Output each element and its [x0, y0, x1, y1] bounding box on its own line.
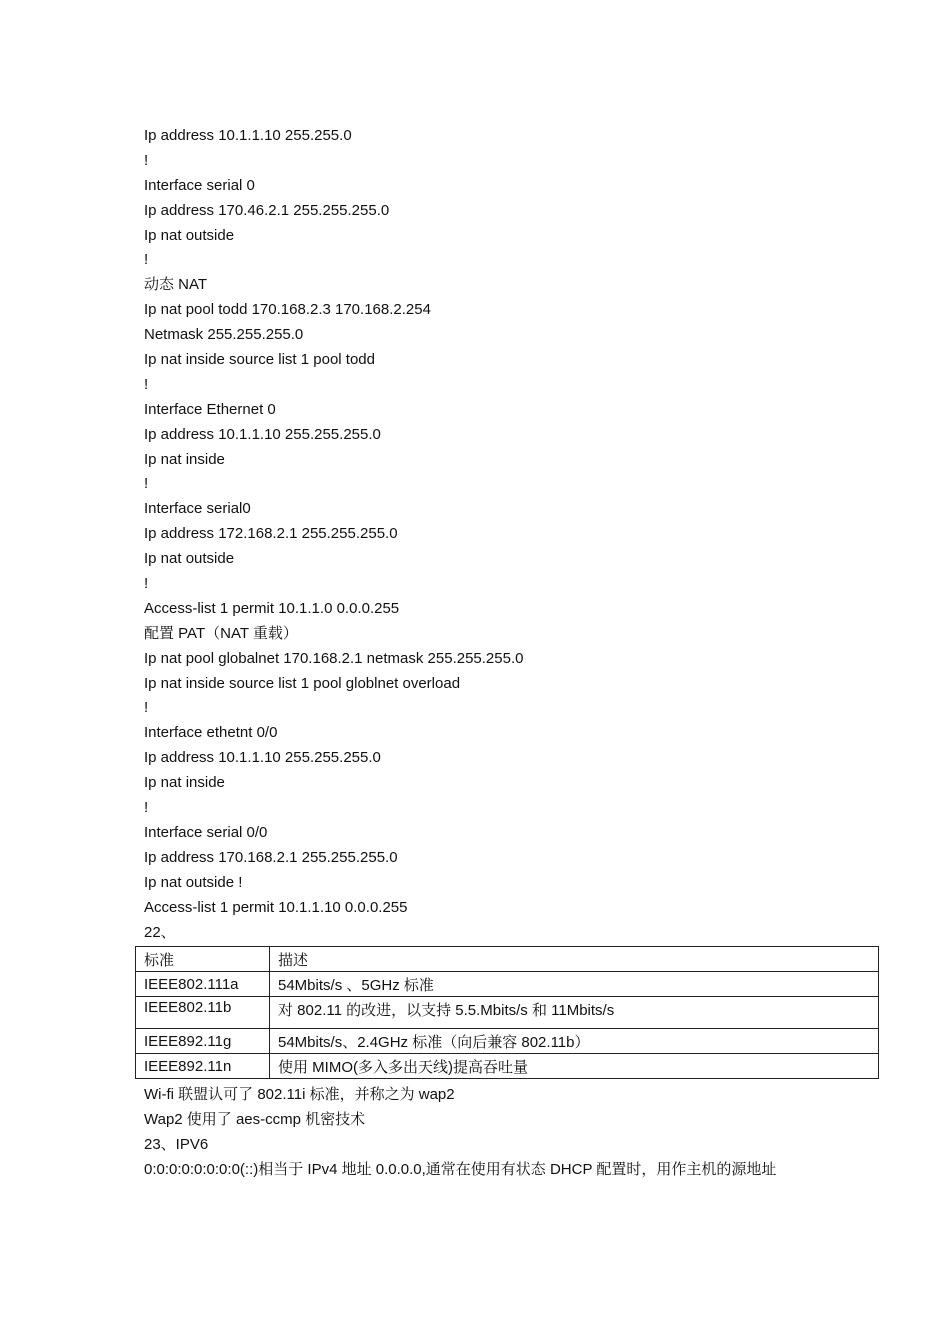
- table-row: [136, 997, 879, 1029]
- table-cell: 54Mbits/s 、5GHz 标准: [270, 972, 879, 997]
- text-line: Ip address 10.1.1.10 255.255.255.0: [144, 425, 381, 443]
- table-cell: 使用 MIMO(多入多出天线)提高吞吐量: [270, 1054, 879, 1079]
- text-line: Interface ethetnt 0/0: [144, 724, 278, 742]
- text-line: !: [144, 799, 149, 817]
- post-table-text-block: [144, 1083, 814, 1183]
- text-line: !: [144, 251, 149, 269]
- text-line: !: [144, 699, 149, 717]
- config-text-block: [144, 124, 844, 945]
- section-number-22: 22、: [144, 923, 176, 941]
- text-line: Wi-fi 联盟认可了 802.11i 标准，并称之为 wap2: [144, 1086, 455, 1103]
- table-cell: IEEE802.111a: [136, 972, 270, 997]
- table-cell: 54Mbits/s、2.4GHz 标准（向后兼容 802.11b）: [270, 1029, 879, 1054]
- text-line: !: [144, 475, 149, 493]
- text-line: Ip nat outside: [144, 226, 235, 244]
- text-line: !: [144, 575, 149, 593]
- text-line: Interface Ethernet 0: [144, 400, 276, 418]
- text-line: Ip nat pool globalnet 170.168.2.1 netmask 255.255.255.0: [144, 649, 524, 667]
- table-cell: IEEE892.11g: [136, 1029, 270, 1054]
- table-row: [136, 1029, 879, 1054]
- text-line: Interface serial 0: [144, 176, 255, 194]
- section-heading-ipv6: 23、IPV6: [144, 1135, 209, 1153]
- table-cell: 对 802.11 的改进，以支持 5.5.Mbits/s 和 11Mbits/s: [270, 997, 879, 1029]
- table-row: [136, 972, 879, 997]
- text-line: Ip nat inside source list 1 pool todd: [144, 351, 375, 369]
- text-line: Interface serial 0/0: [144, 823, 268, 841]
- text-line: Ip nat pool todd 170.168.2.3 170.168.2.254: [144, 301, 431, 319]
- text-line: Ip nat inside source list 1 pool globlnet overload: [144, 674, 461, 692]
- text-line: Ip address 170.46.2.1 255.255.255.0: [144, 201, 390, 219]
- text-line: Access-list 1 permit 10.1.1.10 0.0.0.255: [144, 898, 408, 916]
- text-line: Ip address 172.168.2.1 255.255.255.0: [144, 525, 398, 543]
- text-line: Ip address 170.168.2.1 255.255.255.0: [144, 848, 398, 866]
- text-line: Wap2 使用了 aes-ccmp 机密技术: [144, 1110, 366, 1128]
- table-header-row: [136, 947, 879, 972]
- text-line: !: [144, 151, 149, 169]
- text-line: Ip nat inside: [144, 774, 225, 792]
- text-line: Ip address 10.1.1.10 255.255.0: [144, 127, 352, 144]
- table-header-cell: 描述: [270, 947, 879, 972]
- section-heading-dynamic-nat: 动态 NAT: [144, 276, 208, 294]
- text-line: Interface serial0: [144, 500, 251, 518]
- table-cell: IEEE802.11b: [136, 997, 270, 1029]
- text-line: Ip nat inside: [144, 450, 225, 468]
- text-line: Ip nat outside !: [144, 873, 243, 891]
- text-line: Netmask 255.255.255.0: [144, 326, 304, 344]
- text-line: Ip address 10.1.1.10 255.255.255.0: [144, 749, 381, 767]
- table-row: [136, 1054, 879, 1079]
- text-line: Access-list 1 permit 10.1.1.0 0.0.0.255: [144, 599, 400, 617]
- paragraph-text: 0:0:0:0:0:0:0:0(::)相当于 IPv4 地址 0.0.0.0,通常在使用有状态 DHCP 配置时，用作主机的源地址: [144, 1160, 777, 1178]
- wifi-standards-table: [135, 946, 879, 1079]
- table-header-cell: 标准: [136, 947, 270, 972]
- section-heading-pat: 配置 PAT（NAT 重载）: [144, 624, 298, 642]
- text-line: !: [144, 375, 149, 393]
- table-cell: IEEE892.11n: [136, 1054, 270, 1079]
- text-line: Ip nat outside: [144, 550, 235, 568]
